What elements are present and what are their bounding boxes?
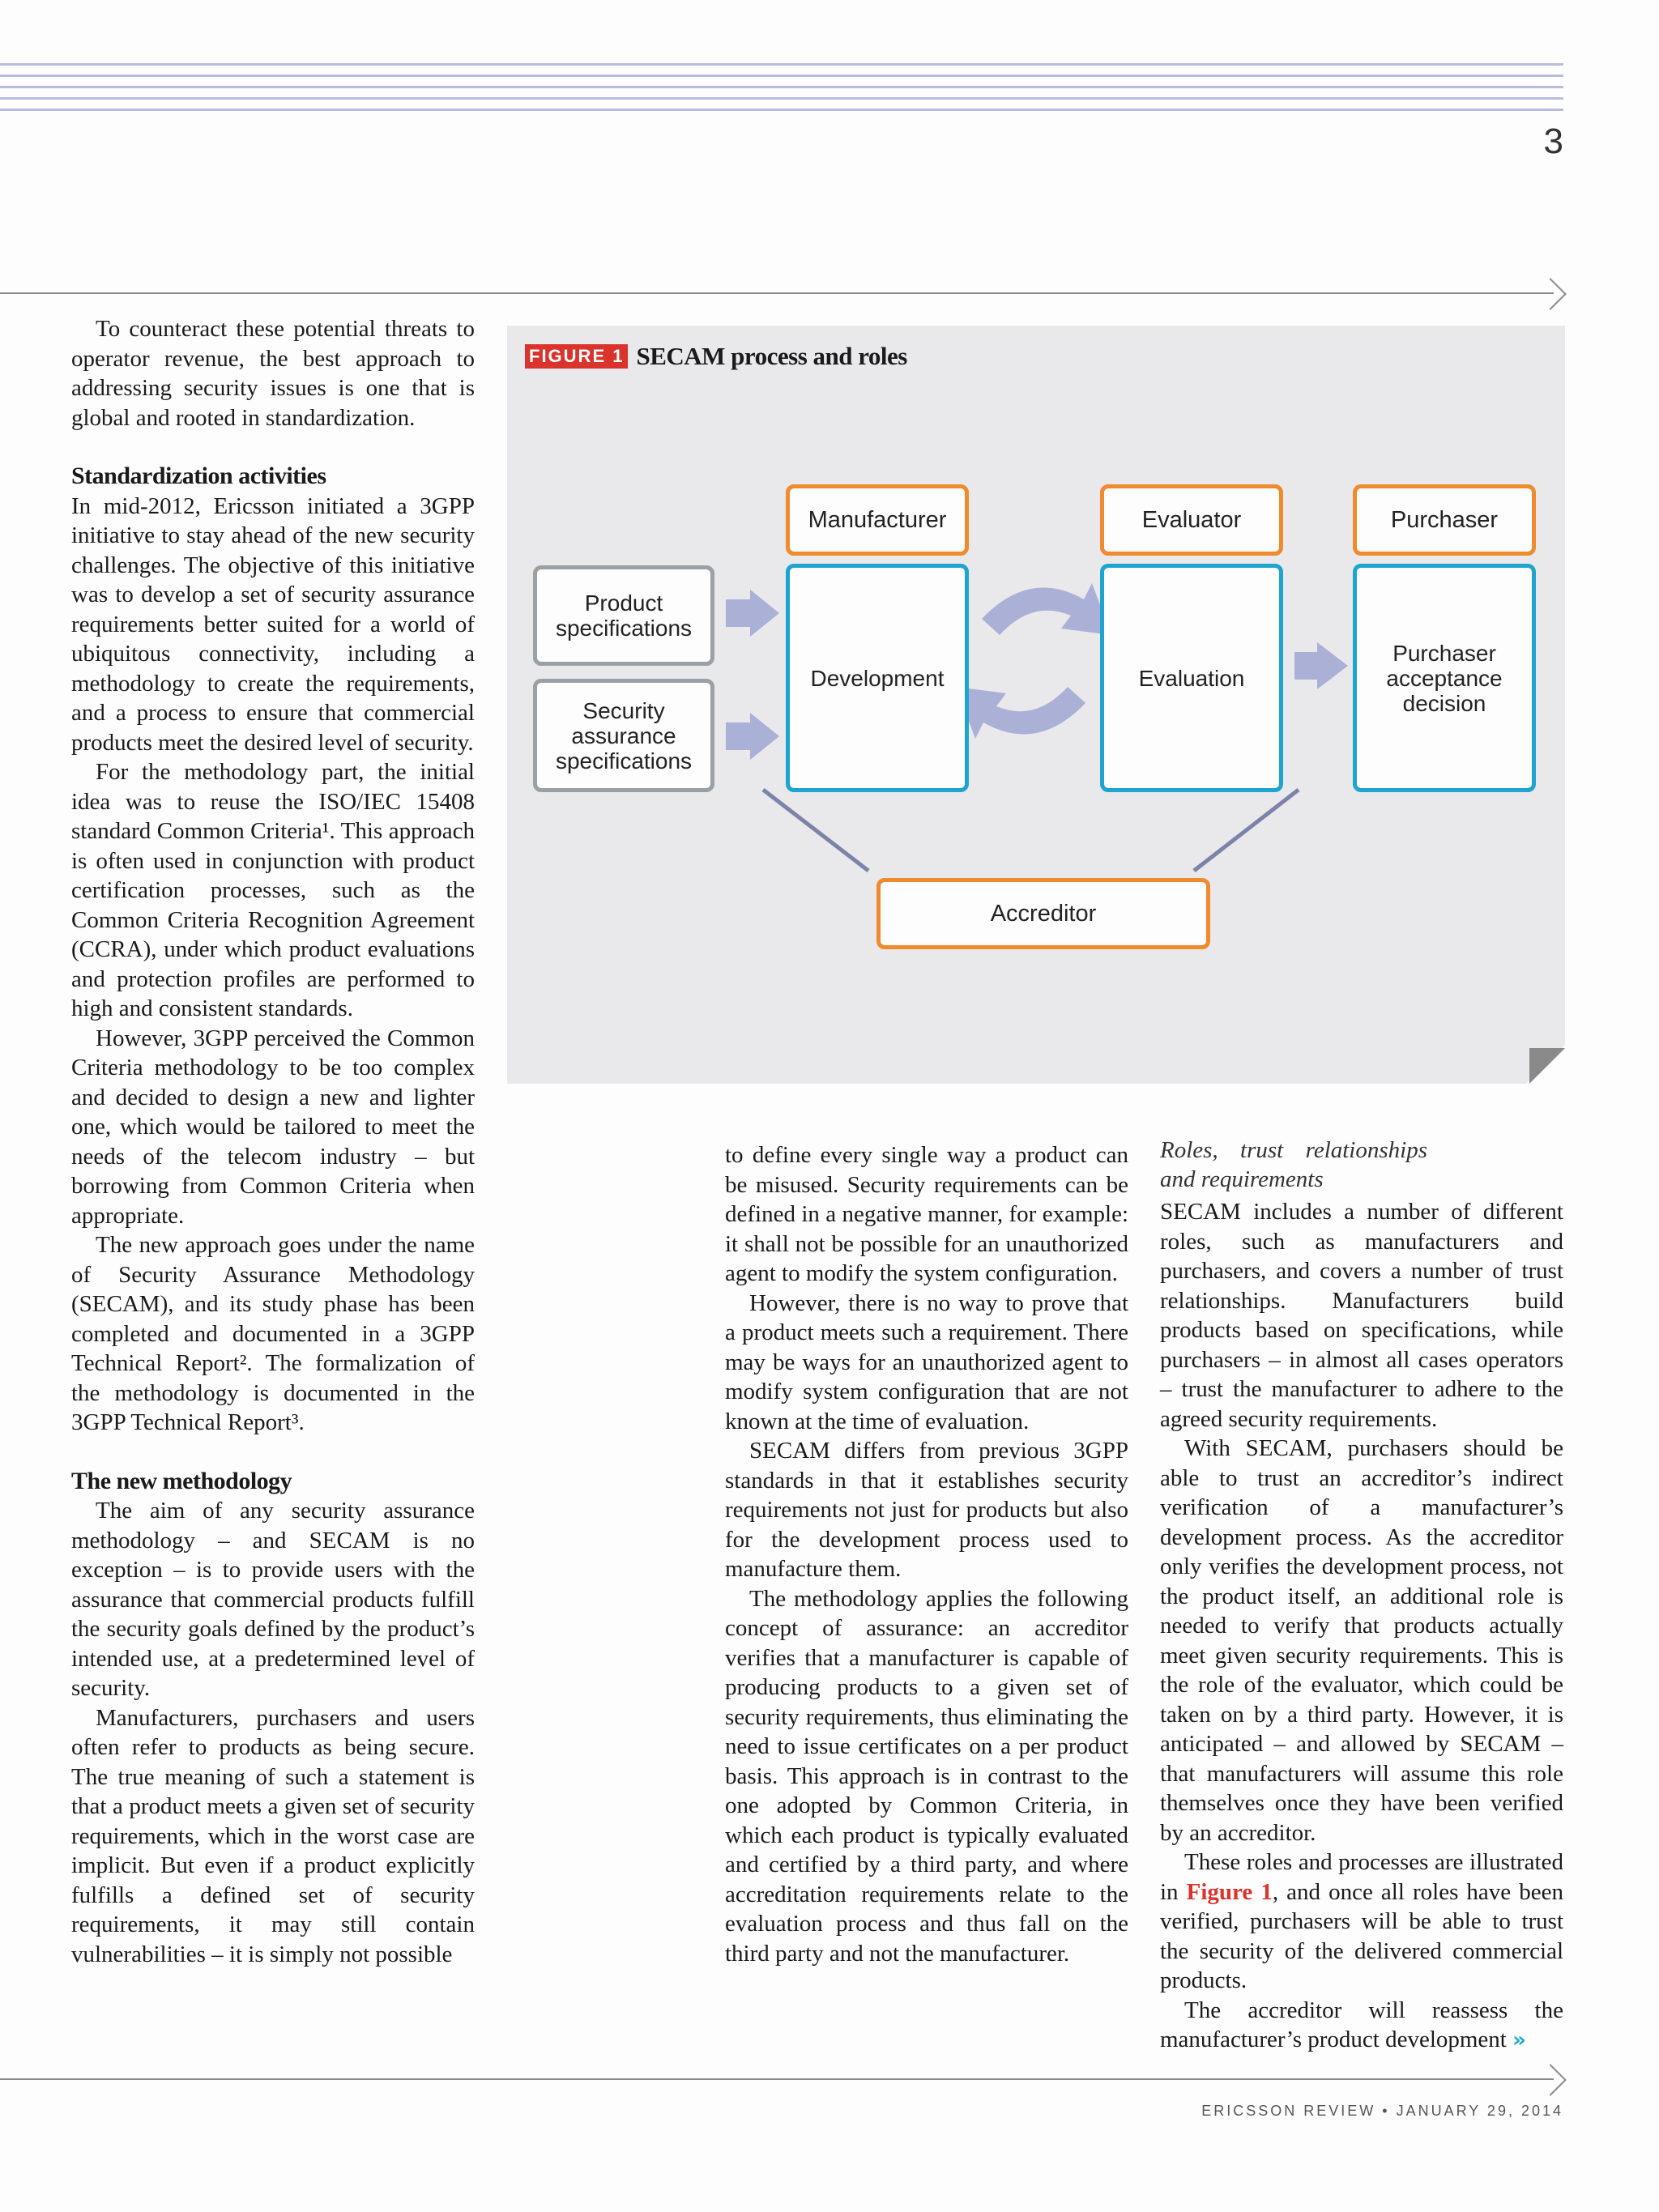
input-label: Security assurance specifications bbox=[555, 697, 693, 774]
text: , and once all roles have been verified, purchasers will be able to trust the security of the delivered commercial products. bbox=[1160, 1878, 1563, 1993]
paragraph: The aim of any security assurance methodology – and SECAM is no exception – is to provide users with the assurance that commercial products fulfill the security goals defined by the product’s intended use, at a predetermined level of security. bbox=[71, 1498, 475, 1701]
stage-evaluation bbox=[1100, 564, 1283, 792]
bottom-content-rule bbox=[0, 2078, 1554, 2080]
text: The accreditor will reassess the manufacturer’s product development bbox=[1160, 1997, 1563, 2052]
header-rule bbox=[0, 75, 1563, 77]
header-rule bbox=[0, 97, 1563, 100]
text: These roles and processes are illustrated in bbox=[1160, 1849, 1563, 1905]
figure-1-link[interactable]: Figure 1 bbox=[1186, 1878, 1273, 1905]
role-label: Accreditor bbox=[990, 900, 1097, 927]
figure-tag: FIGURE 1 bbox=[525, 344, 628, 369]
paragraph: The new approach goes under the name of Security Assurance Methodology (SECAM), and its study phase has been completed and documented in a 3GPP Technical Report². The formalization of the methodology is documented in the 3GPP Technical Report³. bbox=[71, 1232, 475, 1435]
page-number: 3 bbox=[1543, 121, 1563, 161]
paragraph: With SECAM, purchasers should be able to trust an accreditor’s indirect verification of a manufacturer’s development process. As the accreditor only verifies the development process, not the product itself, an additional role is needed to verify that products actually meet given security requirements. This is the role of the evaluator, which could be taken on by a third party. However, it is anticipated – and allowed by SECAM – that manufacturers will assume this role themselves once they have been verified by an accreditor. bbox=[1160, 1435, 1563, 1846]
header-rule bbox=[0, 86, 1563, 88]
rule-arrow-icon bbox=[1534, 278, 1567, 310]
page-curl-fold-icon bbox=[1529, 1048, 1565, 1084]
text-column-1 bbox=[71, 314, 475, 1969]
paragraph bbox=[1160, 1996, 1563, 2056]
stage-label: Purchaser acceptance decision bbox=[1386, 640, 1503, 716]
text-column-2 bbox=[725, 1140, 1128, 1968]
role-label: Purchaser bbox=[1390, 506, 1499, 533]
figure-title: SECAM process and roles bbox=[636, 342, 907, 370]
role-purchaser bbox=[1353, 484, 1536, 556]
header-rule bbox=[0, 109, 1563, 111]
role-label: Evaluator bbox=[1141, 506, 1242, 533]
figure-1 bbox=[507, 326, 1565, 1084]
page-footer: ERICSSON REVIEW • JANUARY 29, 2014 bbox=[1201, 2103, 1563, 2119]
arrow-right-icon bbox=[1294, 642, 1348, 689]
arrow-right-icon bbox=[726, 713, 779, 760]
arrow-right-icon bbox=[726, 590, 779, 637]
paragraph: In mid-2012, Ericsson initiated a 3GPP initiative to stay ahead of the new security challenges. The objective of this initiative was to develop a set of security assurance requirements better suited for a world of ubiquitous connectivity, including a methodology to create the requirements, and a process to ensure that commercial products meet the desired level of security. bbox=[71, 492, 475, 756]
paragraph: Manufacturers, purchasers and users often refer to products as being secure. The true meaning of such a statement is that a product meets a given set of security requirements, which in the worst case are implicit. But even if a product explicitly fulfills a defined set of security requirements, it may still contain vulnerabilities – it is simply not possible bbox=[71, 1704, 475, 1967]
paragraph: to define every single way a product can be misused. Security requirements can be defined in a negative manner, for example: it shall not be possible for an unauthorized agent to modify the system configuration. bbox=[725, 1142, 1128, 1286]
stage-development bbox=[786, 564, 969, 792]
rule-arrow-icon bbox=[1534, 2064, 1567, 2096]
paragraph bbox=[1160, 1848, 1563, 1996]
stage-label: Evaluation bbox=[1138, 665, 1245, 691]
stage-label: Development bbox=[810, 665, 945, 691]
section-heading: The new methodology bbox=[71, 1467, 292, 1494]
header-rule bbox=[0, 63, 1563, 66]
top-content-rule bbox=[0, 292, 1554, 294]
cycle-arrow-top-icon bbox=[982, 583, 1111, 635]
input-security-specifications bbox=[533, 679, 714, 792]
paragraph: SECAM includes a number of different roles, such as manufacturers and purchasers, and covers a number of trust relationships. Manufacturers build products based on specifications, while purchasers – in almost all cases operators – trust the manufacturer to adhere to the agreed security requirements. bbox=[1160, 1199, 1563, 1432]
connector-line bbox=[1194, 790, 1299, 871]
subsection-heading: Roles, trust relationships and requirements bbox=[1160, 1137, 1427, 1192]
paragraph: For the methodology part, the initial idea was to reuse the ISO/IEC 15408 standard Common Criteria¹. This approach is often used in conjunction with product certification processes, such as the Common Criteria Recognition Agreement (CCRA), under which product evaluations and protection profiles are performed to high and consistent standards. bbox=[71, 759, 475, 1021]
paragraph: SECAM differs from previous 3GPP standards in that it establishes security requirements not just for products but also for the development process used to manufacture them. bbox=[725, 1438, 1128, 1582]
role-evaluator bbox=[1100, 484, 1283, 556]
stage-purchaser-decision bbox=[1353, 564, 1536, 792]
role-manufacturer bbox=[786, 484, 969, 556]
text-column-3 bbox=[1160, 1136, 1563, 2056]
paragraph: To counteract these potential threats to operator revenue, the best approach to addressing security issues is one that is global and rooted in standardization. bbox=[71, 316, 475, 431]
role-label: Manufacturer bbox=[808, 506, 947, 533]
paragraph: However, 3GPP perceived the Common Criteria methodology to be too complex and decided to design a new and lighter one, which would be tailored to meet the needs of the telecom industry – but borrowing from Common Criteria when appropriate. bbox=[71, 1025, 475, 1229]
connector-line bbox=[763, 790, 868, 871]
paragraph: However, there is no way to prove that a product meets such a requirement. There may be ways for an unauthorized agent to modify system configuration that are not known at the time of evaluation. bbox=[725, 1289, 1128, 1434]
role-accreditor bbox=[876, 878, 1210, 949]
input-label: Product specifications bbox=[555, 590, 693, 641]
continue-arrow-icon: » bbox=[1512, 2028, 1526, 2052]
cycle-arrow-bottom-icon bbox=[956, 687, 1085, 739]
paragraph: The methodology applies the following concept of assurance: an accreditor verifies that a manufacturer is capable of producing products to a given set of security requirements, thus eliminating the need to issue certificates on a per product basis. This approach is in contrast to the one adopted by Common Criteria, in which each product is typically evaluated and certified by a third party, and where accreditation requirements relate to the evaluation process and thus fall on the third party and not the manufacturer. bbox=[725, 1585, 1128, 1967]
input-product-specifications bbox=[533, 565, 714, 666]
section-heading: Standardization activities bbox=[71, 462, 326, 489]
